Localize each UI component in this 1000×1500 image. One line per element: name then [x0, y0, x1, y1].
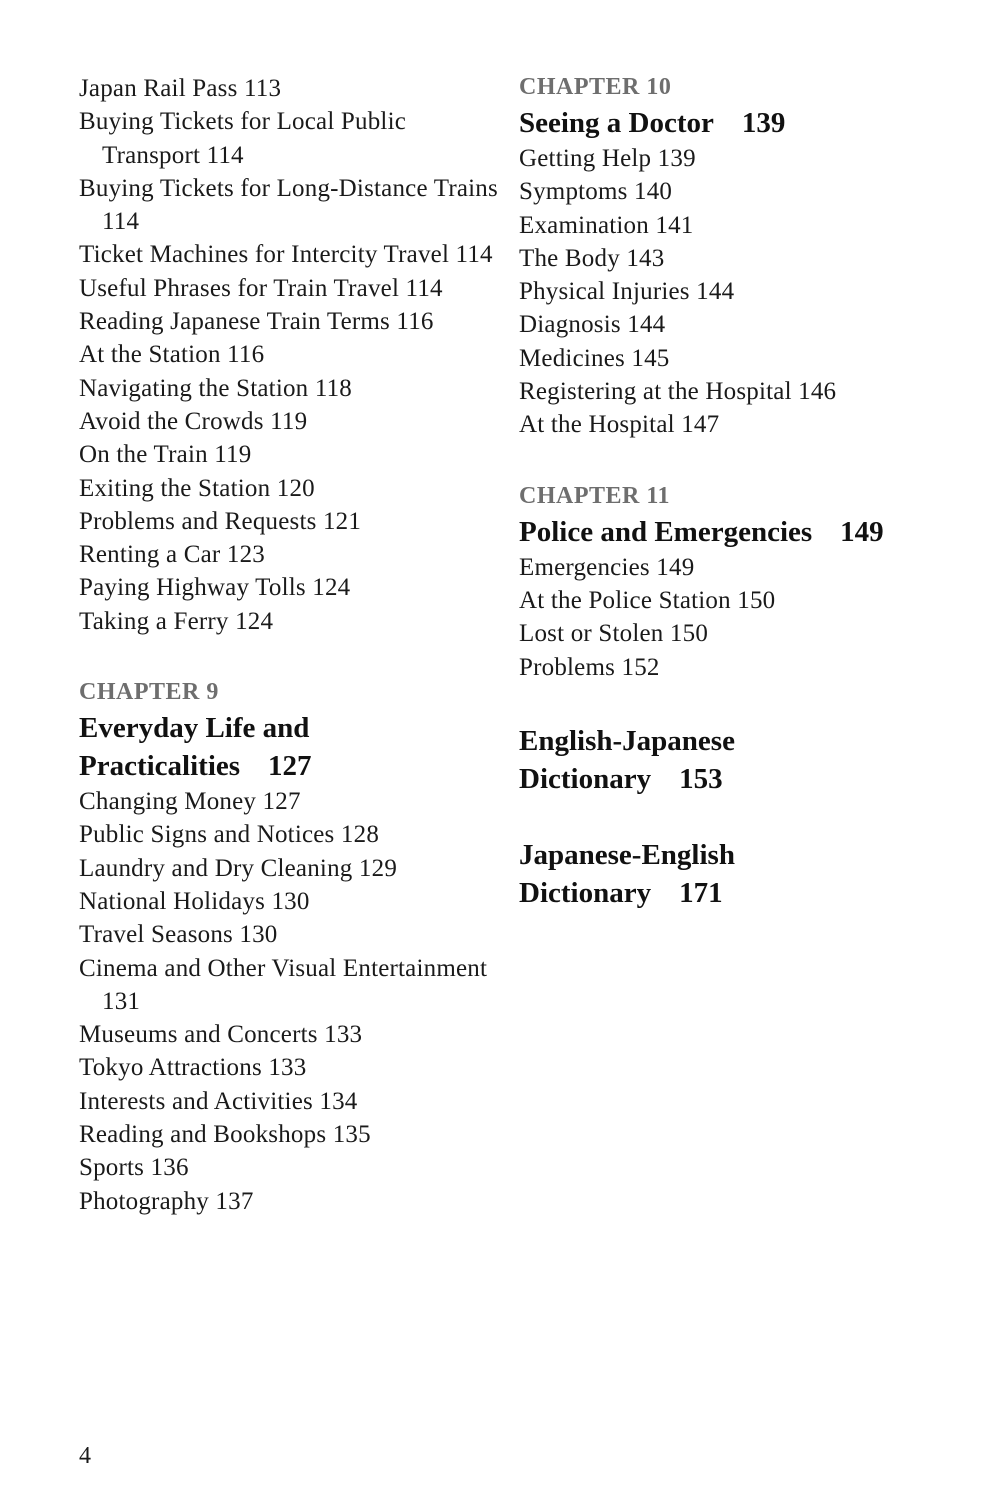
toc-entry: Problems and Requests 121: [79, 507, 362, 535]
toc-entry: Renting a Car 123: [79, 541, 266, 569]
toc-entry: Reading Japanese Train Terms 116: [79, 308, 434, 336]
chapter-title: [519, 104, 979, 142]
chapter-title-line: Police and Emergencies: [519, 515, 813, 548]
toc-entry: Symptoms 140: [519, 178, 673, 206]
section-spacer: [519, 798, 979, 836]
toc-entry: Lost or Stolen 150: [519, 620, 709, 648]
toc-entry: Registering at the Hospital 146: [519, 378, 837, 406]
toc-entry: At the Station 116: [79, 341, 265, 369]
chapter-page-number: 149: [840, 515, 884, 548]
chapter-page-number: 171: [679, 876, 723, 909]
toc-entry: Physical Injuries 144: [519, 278, 735, 306]
toc-entry: Diagnosis 144: [519, 311, 666, 339]
toc-entries-continued: [79, 72, 499, 638]
toc-entry: Exiting the Station 120: [79, 474, 315, 502]
toc-right-column: [519, 72, 979, 912]
section-spacer: [519, 442, 979, 481]
toc-entry: Cinema and Other Visual Entertainment 131: [79, 954, 488, 1015]
dictionary-jp-en-section: [519, 836, 979, 912]
toc-entry: Useful Phrases for Train Travel 114: [79, 274, 443, 302]
chapter-page-number: 153: [679, 762, 723, 795]
toc-entry: Avoid the Crowds 119: [79, 407, 308, 435]
chapter-title-line: Practicalities: [79, 750, 241, 783]
chapter-title-line: Everyday Life and: [79, 712, 310, 745]
toc-entry: Getting Help 139: [519, 145, 696, 172]
toc-entry: Public Signs and Notices 128: [79, 821, 380, 849]
chapter-title-line: English-Japanese: [519, 724, 735, 757]
chapter-title: [519, 722, 979, 798]
toc-entry: Medicines 145: [519, 344, 670, 372]
chapter-label: CHAPTER 11: [519, 482, 671, 509]
toc-entry: Interests and Activities 134: [79, 1087, 358, 1115]
toc-entry: Changing Money 127: [79, 788, 301, 816]
chapter-page-number: 139: [741, 107, 786, 139]
toc-entry: Navigating the Station 118: [79, 374, 352, 402]
chapter-label: CHAPTER 10: [519, 74, 672, 100]
chapter-title-line: Dictionary: [519, 876, 652, 909]
chapter-title-line: Seeing a Doctor: [519, 107, 714, 139]
section-spacer: [79, 638, 499, 677]
toc-entry: Sports 136: [79, 1154, 189, 1182]
toc-entry: At the Police Station 150: [519, 586, 776, 614]
chapter-9-section: [79, 677, 499, 1218]
chapter-label: CHAPTER 9: [79, 679, 219, 706]
chapter-10-section: [519, 72, 979, 442]
toc-entry: National Holidays 130: [79, 887, 310, 915]
dictionary-en-jp-section: [519, 722, 979, 798]
toc-entry: Tokyo Attractions 133: [79, 1054, 307, 1082]
toc-entry: At the Hospital 147: [519, 411, 720, 439]
toc-entry: Laundry and Dry Cleaning 129: [79, 854, 398, 882]
toc-entry: Buying Tickets for Long-Distance Trains 114: [79, 174, 498, 236]
chapter-11-section: [519, 481, 979, 684]
toc-entry: The Body 143: [519, 244, 665, 272]
section-spacer: [519, 684, 979, 722]
toc-entry: Photography 137: [79, 1187, 254, 1215]
toc-entry: Buying Tickets for Local Public Transport 114: [79, 108, 407, 169]
chapter-title-line: Dictionary: [519, 762, 652, 795]
toc-entry: Taking a Ferry 124: [79, 607, 274, 635]
chapter-title: [79, 709, 499, 785]
toc-entry: Examination 141: [519, 211, 694, 239]
chapter-page-number: 127: [268, 750, 312, 783]
toc-entry: On the Train 119: [79, 441, 252, 469]
chapter-title-line: Japanese-English: [519, 838, 735, 871]
chapter-title: [519, 513, 979, 551]
toc-entry: Ticket Machines for Intercity Travel 114: [79, 241, 493, 269]
page-number: 4: [79, 1443, 91, 1469]
toc-entry: Museums and Concerts 133: [79, 1021, 363, 1049]
toc-left-column: [79, 72, 499, 1218]
toc-entry: Problems 152: [519, 653, 660, 681]
chapter-title: [519, 836, 979, 912]
toc-entry: Emergencies 149: [519, 553, 695, 581]
toc-entry: Paying Highway Tolls 124: [79, 574, 351, 602]
toc-entry: Travel Seasons 130: [79, 921, 278, 949]
toc-entry: Reading and Bookshops 135: [79, 1121, 371, 1149]
toc-entry: Japan Rail Pass 113: [79, 75, 282, 102]
